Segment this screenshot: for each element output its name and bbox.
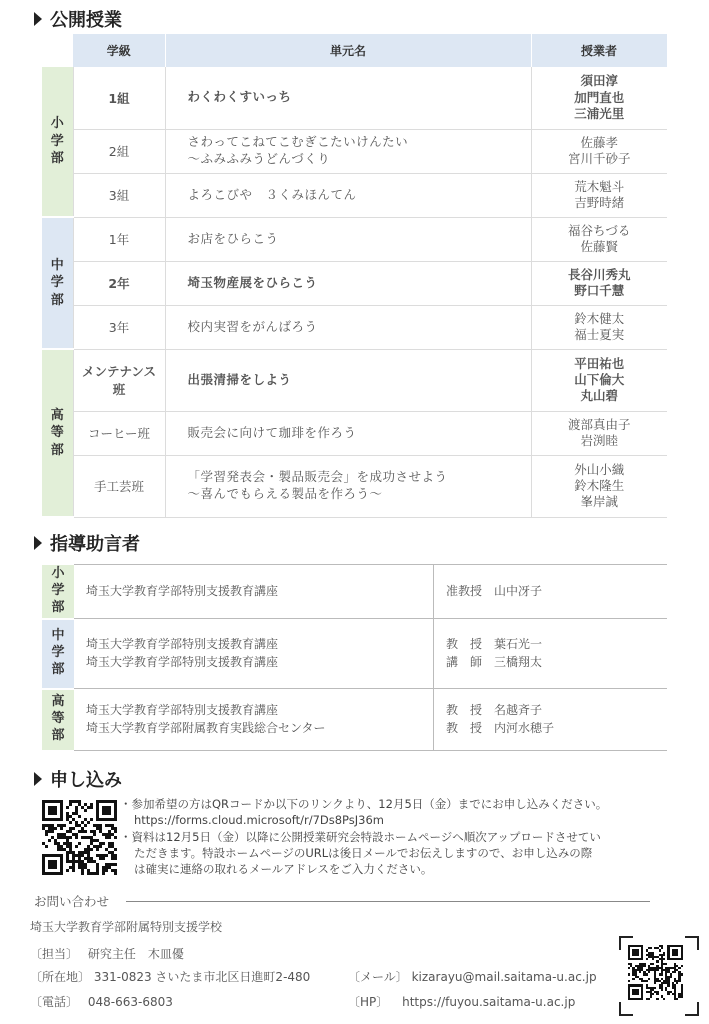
qr-module [681,998,683,1000]
address-label: 〔所在地〕 [30,970,91,984]
unit-cell: よろこびや ３くみほんてん [165,173,531,217]
unit-cell: 販売会に向けて珈琲を作ろう [165,411,531,455]
section-title-apply: 申し込み [34,766,122,792]
table-row [42,411,667,455]
address-value: 331-0823 さいたま市北区日進町2-480 [93,970,311,984]
dept-label: 小 学 部 [42,564,74,619]
hp-link[interactable]: https://fuyou.saitama-u.ac.jp [402,995,576,1009]
dept-label: 高 等 部 [42,349,73,517]
header-class: 学級 [73,34,165,67]
apply-instructions [120,796,700,878]
teacher-name: 峯岸誠 [580,494,618,510]
advisor-row [42,564,667,619]
org-cell [74,689,434,751]
apply-link[interactable]: https://forms.cloud.microsoft/r/7Ds8PsJ36m [134,813,385,828]
class-cell: 1組 [73,67,165,129]
role-cell [434,564,668,619]
table-row [42,67,667,129]
teacher-name: 岩渕睦 [580,433,618,448]
unit-cell: 埼玉物産展をひらこう [165,261,531,305]
table-row [42,349,667,411]
school-name: 埼玉大学教育学部附属特別支援学校 [30,920,223,934]
teacher-name: 外山小織 [574,461,625,477]
teacher-name: 須田淳 [580,73,618,89]
teacher-name: 三浦光里 [574,105,625,121]
org-name: 埼玉大学教育学部特別支援教育講座 [86,654,279,669]
apply-line-4: は確実に連絡の取れるメールアドレスをご入力ください。 [134,862,433,877]
section-title-lessons: 公開授業 [34,6,122,32]
divider [126,901,650,902]
corner-bracket [619,1002,633,1016]
unit-cell: 出張清掃をしよう [165,349,531,411]
advisors-table [42,563,667,752]
unit-cell: さわってこねてこむぎこたいけんたい 〜ふみふみうどんづくり [165,129,531,173]
dept-label: 小 学 部 [42,67,73,217]
teacher-name: 長谷川秀丸 [567,266,631,282]
class-cell: コーヒー班 [73,411,165,455]
advisor-name: 准教授 山中冴子 [446,583,543,598]
role-cell [434,619,668,689]
teacher-cell [531,349,667,411]
class-cell: 1年 [73,217,165,261]
teacher-cell [531,67,667,129]
org-name: 埼玉大学教育学部特別支援教育講座 [86,703,279,718]
header-teacher: 授業者 [531,34,667,67]
teacher-cell [531,173,667,217]
teacher-cell [531,129,667,173]
table-row [42,455,667,517]
unit-cell: わくわくすいっち [165,67,531,129]
advisor-row [42,689,667,751]
dept-label: 高 等 部 [42,689,74,751]
section-title-advisors: 指導助言者 [34,530,140,556]
teacher-cell [531,261,667,305]
teacher-cell [531,217,667,261]
table-row [42,261,667,305]
teacher-name: 鈴木隆生 [574,477,625,493]
mail-label: 〔メール〕 [348,970,408,984]
role-cell [434,689,668,751]
org-name: 埼玉大学教育学部特別支援教育講座 [86,583,279,598]
teacher-name: 吉野時緒 [574,195,625,210]
triangle-right-icon [34,772,42,786]
mail-info [348,968,597,985]
phone-info [30,993,173,1010]
qr-code-icon[interactable] [42,800,117,875]
class-cell: 手工芸班 [73,455,165,517]
teacher-name: 佐藤孝 [580,134,618,150]
class-cell: 2組 [73,129,165,173]
header-unit: 単元名 [165,34,531,67]
unit-cell: 「学習発表会・製品販売会」を成功させよう 〜喜んでもらえる製品を作ろう〜 [165,455,531,517]
teacher-cell [531,455,667,517]
teacher-name: 丸山碧 [580,388,618,404]
teacher-name: 福谷ちづる [568,222,631,238]
qr-module [114,872,117,875]
advisor-name: 講 師 三橋翔太 [446,654,543,669]
contact-info [30,945,184,962]
teacher-name: 荒木魁斗 [574,178,625,194]
teacher-name: 野口千慧 [574,283,625,298]
teacher-name: 福士夏実 [574,327,625,342]
org-cell [74,619,434,689]
contact-label: 〔担当〕 [30,947,79,961]
teacher-name: 佐藤賢 [580,239,618,254]
address-info [30,968,310,985]
class-cell: 3年 [73,305,165,349]
dept-label: 中 学 部 [42,619,74,689]
inquiry-label: お問い合わせ [34,894,110,909]
advisor-row [42,619,667,689]
triangle-right-icon [34,536,42,550]
corner-bracket [685,1002,699,1016]
unit-cell: お店をひらこう [165,217,531,261]
triangle-right-icon [34,12,42,26]
qr-code-icon[interactable] [628,945,683,1000]
table-row [42,217,667,261]
teacher-name: 平田祐也 [574,355,625,371]
apply-line-3: ただきます。特設ホームページのURLは後日メールでお伝えしますので、お申し込みの際 [134,845,593,860]
unit-cell: 校内実習をがんばろう [165,305,531,349]
advisor-name: 教 授 葉石光一 [446,637,543,652]
apply-line-1: ・参加希望の方はQRコードか以下のリンクより、12月5日（金）までにお申し込みください。 [120,797,608,811]
phone-label: 〔電話〕 [30,995,79,1009]
mail-value[interactable]: kizarayu@mail.saitama-u.ac.jp [411,970,597,984]
teacher-cell [531,305,667,349]
hp-label: 〔HP〕 [348,995,389,1009]
org-name: 埼玉大学教育学部附属教育実践総合センター [86,720,326,735]
header-blank [42,34,73,67]
contact-value: 研究主任 木皿優 [87,947,184,961]
dept-label: 中 学 部 [42,217,73,349]
class-cell: 3組 [73,173,165,217]
lessons-table [42,34,668,518]
table-row [42,305,667,349]
class-cell: 2年 [73,261,165,305]
apply-line-2: ・資料は12月5日（金）以降に公開授業研究会特設ホームページへ順次アップロードさせてい [120,829,601,844]
org-name: 埼玉大学教育学部特別支援教育講座 [86,637,279,652]
teacher-name: 山下倫大 [574,371,625,387]
phone-value: 048-663-6803 [87,995,173,1009]
lessons-header-row [42,34,667,67]
teacher-name: 加門直也 [574,89,625,105]
advisor-name: 教 授 名越斉子 [446,703,543,718]
table-row [42,129,667,173]
org-cell [74,564,434,619]
table-row [42,173,667,217]
hp-info [348,993,575,1010]
teacher-name: 鈴木健太 [574,310,625,326]
class-cell: メンテナンス班 [73,349,165,411]
teacher-name: 宮川千砂子 [567,151,631,166]
corner-bracket [685,936,699,950]
teacher-name: 渡部真由子 [567,416,631,432]
advisor-name: 教 授 内河水穂子 [446,720,555,735]
teacher-cell [531,411,667,455]
